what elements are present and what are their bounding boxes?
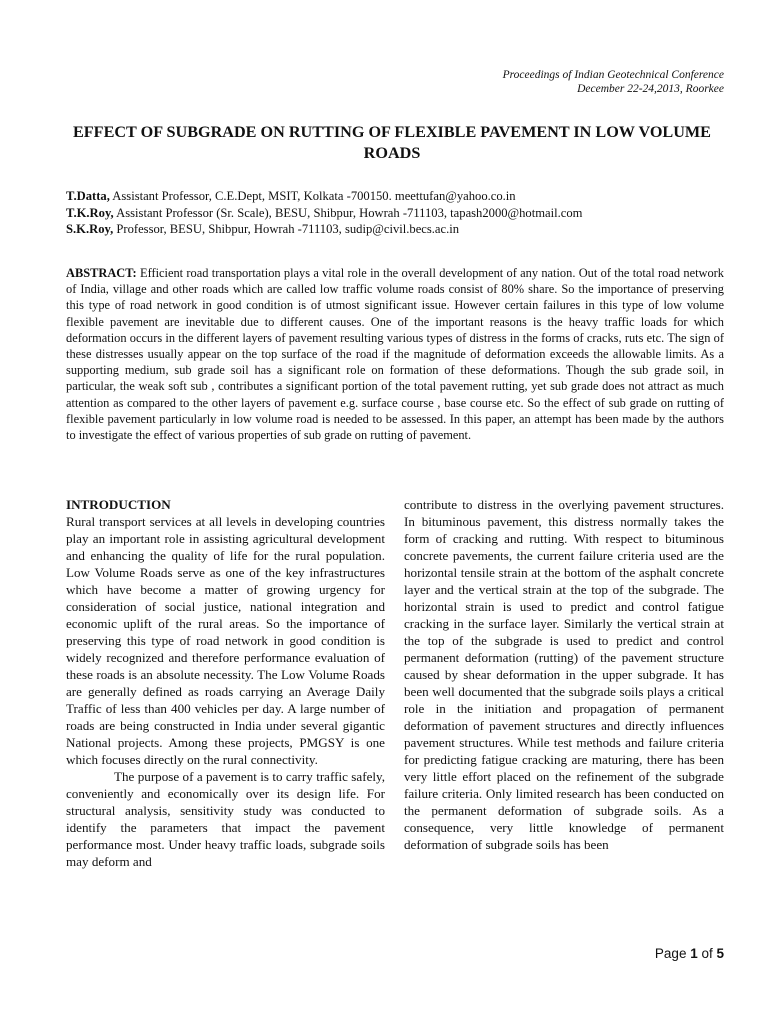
paper-title: EFFECT OF SUBGRADE ON RUTTING OF FLEXIBLE PAVEMENT IN LOW VOLUME ROADS	[73, 123, 711, 162]
introduction-heading: INTRODUCTION	[66, 497, 171, 512]
author-affiliation: Assistant Professor (Sr. Scale), BESU, Shibpur, Howrah -711103, tapash2000@hotmail.com	[113, 205, 583, 220]
abstract-text: Efficient road transportation plays a vital role in the overall development of any nation. Out of the total road network of India, village and other roads which are called low traffic volume roads consist of 80% share. So the importance of preserving this type of road network in good condition is of utmost significant issue. However certain failures in this type of low volume flexible pavement are inevitable due to different causes. One of the important reasons is the heavy traffic loads for which deformation occurs in the different layers of pavement resulting various types of distress in the forms of cracks, ruts etc. The sign of these distresses usually appear on the top surface of the road if the magnitude of deformation exceeds the allowable limits. As a supporting medium, sub grade soil has a significant role on formation of these deformations. Though the sub grade soil, in particular, the weak soft sub , contributes a significant portion of the total pavement rutting, yet sub grade does not attract as much attention as compared to the other layers of pavement e.g. surface course , base course etc. So the effect of sub grade on rutting of flexible pavement particularly in low volume road is needed to be assessed. In this paper, an attempt has been made by the authors to investigate the effect of various properties of sub grade on rutting of pavement.	[66, 266, 724, 443]
conference-date-place: December 22-24,2013, Roorkee	[577, 83, 724, 95]
conference-header	[503, 68, 724, 96]
author-line	[66, 221, 582, 238]
left-column	[66, 496, 385, 870]
conference-name: Proceedings of Indian Geotechnical Conference	[502, 69, 724, 81]
author-name: T.Datta,	[66, 189, 110, 203]
total-pages-number: 5	[716, 946, 724, 961]
page-number-footer	[655, 946, 724, 961]
author-affiliation: Professor, BESU, Shibpur, Howrah -711103, sudip@civil.becs.ac.in	[113, 222, 460, 236]
abstract-label: ABSTRACT:	[66, 266, 137, 280]
author-name: T.K.Roy,	[66, 205, 114, 220]
author-name: S.K.Roy,	[66, 222, 114, 236]
page-word: Page	[654, 946, 691, 961]
of-word: of	[697, 946, 717, 961]
abstract	[66, 265, 724, 443]
author-list	[66, 188, 582, 238]
intro-paragraph: Rural transport services at all levels in developing countries play an important role in assisting agricultural development and enhancing the quality of life for the rural population. Low Volume Roads serve as one of the key infrastructures which have become a matter of growing urgency for consideration of social justice, national integration and economic uplift of the rural areas. So the importance of preserving this type of road network in good condition is widely recognized and therefore performance evaluation of these roads is an absolute necessity. The Low Volume Roads are generally defined as roads carrying an Average Daily Traffic of less than 400 vehicles per day. A large number of roads are being constructed in India under several gigantic National projects. Among these projects, PMGSY is one which focuses directly on the rural connectivity.	[66, 514, 385, 767]
author-line	[66, 188, 582, 205]
current-page-number: 1	[690, 946, 698, 961]
right-column	[404, 496, 724, 853]
author-affiliation: Assistant Professor, C.E.Dept, MSIT, Kolkata -700150. meettufan@yahoo.co.in	[109, 189, 516, 203]
author-line	[66, 205, 582, 222]
intro-paragraph: The purpose of a pavement is to carry traffic safely, conveniently and economically over its design life. For structural analysis, sensitivity study was conducted to identify the parameters that impact the pavement performance most. Under heavy traffic loads, subgrade soils may deform and	[66, 769, 385, 869]
body-paragraph: contribute to distress in the overlying pavement structures. In bituminous pavement, this distress normally takes the form of cracking and rutting. With respect to bituminous concrete pavements, the current failure criteria used are the horizontal tensile strain at the bottom of the asphalt concrete layer and the vertical strain at the top of the subgrade. The horizontal strain is used to predict and control fatigue cracking in the surface layer. Similarly the vertical strain at the top of the subgrade is used to predict and control permanent deformation (rutting) of the pavement structure caused by shear deformation in the upper subgrade. It has been well documented that the subgrade soils plays a critical role in the initiation and propagation of permanent deformation of pavement structures and directly influences pavement structures. While test methods and failure criteria for predicting fatigue cracking are maturing, there has been very little effort placed on the refinement of the subgrade failure criteria. Only limited research has been conducted on the permanent deformation of subgrade soils. As a consequence, very little knowledge of permanent deformation of subgrade soils has been	[404, 497, 724, 852]
